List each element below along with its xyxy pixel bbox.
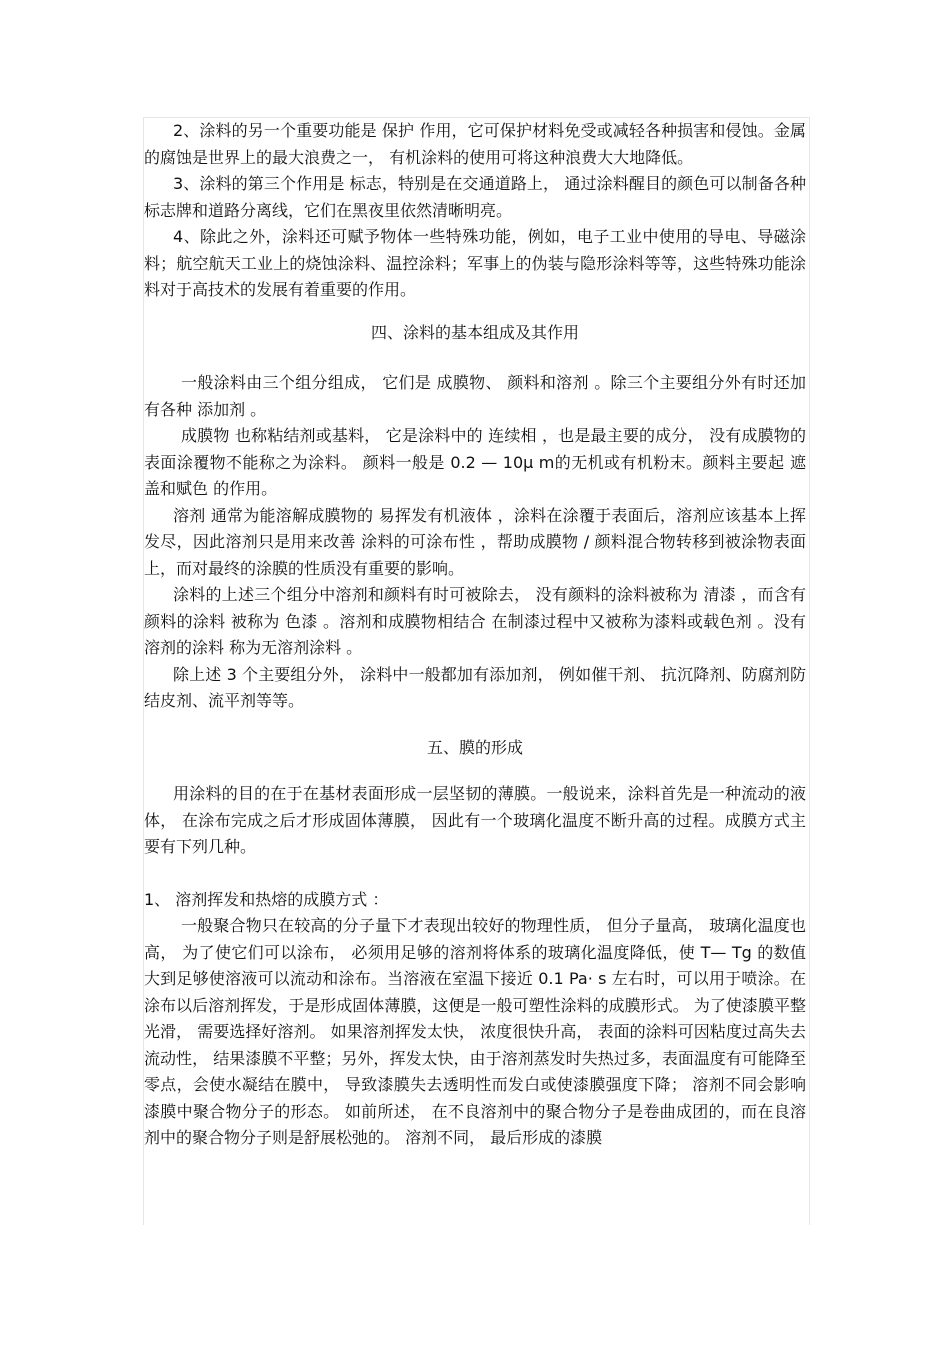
paragraph-solvent-evaporation: 一般聚合物只在较高的分子量下才表现出较好的物理性质， 但分子量高， 玻璃化温度也高， 为了使它们可以涂布， 必须用足够的溶剂将体系的玻璃化温度降低，使 T— Tg 的数值大到足够使溶液可以流动和涂布。当溶液在室温下接近 0.1 Pa· s 左右时，可以用于喷涂。在涂布以后溶剂挥发，于是形成固体薄膜，这便是一般可塑性涂料的成膜形式。 为了使漆膜平整光滑， 需要选择好溶剂。 如果溶剂挥发太快， 浓度很快升高， 表面的涂料可因粘度过高失去流动性， 结果漆膜不平整；另外，挥发太快，由于溶剂蒸发时失热过多，表面温度有可能降至零点，会使水凝结在膜中， 导致漆膜失去透明性而发白或使漆膜强度下降； 溶剂不同会影响漆膜中聚合物分子的形态。 如前所述， 在不良溶剂中的聚合物分子是卷曲成团的，而在良溶剂中的聚合物分子则是舒展松弛的。 溶剂不同， 最后形成的漆膜 bbox=[144, 916, 806, 1147]
section-heading-composition: 四、涂料的基本组成及其作用 bbox=[370, 322, 579, 342]
document-body bbox=[144, 118, 806, 1152]
paragraph-film-former: 成膜物 也称粘结剂或基料， 它是涂料中的 连续相 ，也是最主要的成分， 没有成膜物的表面涂覆物不能称之为涂料。 颜料一般是 0.2 — 10μ m的无机或有机粉末。颜料主要起 遮盖和赋色 的作用。 bbox=[144, 426, 806, 498]
spacer bbox=[144, 861, 806, 887]
paragraph-marking: 3、涂料的第三个作用是 标志，特别是在交通道路上， 通过涂料醒目的颜色可以制备各种标志牌和道路分离线，它们在黑夜里依然清晰明亮。 bbox=[144, 174, 806, 220]
paragraph-film-intro: 用涂料的目的在于在基材表面形成一层坚韧的薄膜。一般说来，涂料首先是一种流动的液体， 在涂布完成之后才形成固体薄膜， 因此有一个玻璃化温度不断升高的过程。成膜方式主要有下列几种。 bbox=[144, 784, 806, 856]
paragraph-varnish: 涂料的上述三个组分中溶剂和颜料有时可被除去， 没有颜料的涂料被称为 清漆 ，而含有颜料的涂料 被称为 色漆 。溶剂和成膜物相结合 在制漆过程中又被称为漆料或载色剂 。没有溶剂的涂料 称为无溶剂涂料 。 bbox=[144, 585, 806, 657]
paragraph-protection: 2、涂料的另一个重要功能是 保护 作用，它可保护材料免受或减轻各种损害和侵蚀。金属的腐蚀是世界上的最大浪费之一， 有机涂料的使用可将这种浪费大大地降低。 bbox=[144, 121, 806, 167]
paragraph-additives: 除上述 3 个主要组分外， 涂料中一般都加有添加剂， 例如催干剂、 抗沉降剂、防腐剂防结皮剂、流平剂等等。 bbox=[144, 664, 806, 710]
paragraph-special-functions: 4、除此之外，涂料还可赋予物体一些特殊功能，例如，电子工业中使用的导电、导磁涂料；航空航天工业上的烧蚀涂料、温控涂料；军事上的伪装与隐形涂料等等，这些特殊功能涂料对于高技术的发展有着重要的作用。 bbox=[144, 227, 806, 299]
section-heading-film-formation: 五、膜的形成 bbox=[426, 737, 523, 757]
subsection-heading-solvent-evaporation: 1、 溶剂挥发和热熔的成膜方式 ： bbox=[144, 889, 389, 909]
paragraph-solvent: 溶剂 通常为能溶解成膜物的 易挥发有机液体 ，涂料在涂覆于表面后，溶剂应该基本上挥发尽，因此溶剂只是用来改善 涂料的可涂布性 ，帮助成膜物 / 颜料混合物转移到被涂物表面上，而对最终的涂膜的性质没有重要的影响。 bbox=[144, 505, 806, 578]
paragraph-three-components: 一般涂料由三个组分组成， 它们是 成膜物、 颜料和溶剂 。除三个主要组分外有时还加有各种 添加剂 。 bbox=[144, 373, 806, 419]
